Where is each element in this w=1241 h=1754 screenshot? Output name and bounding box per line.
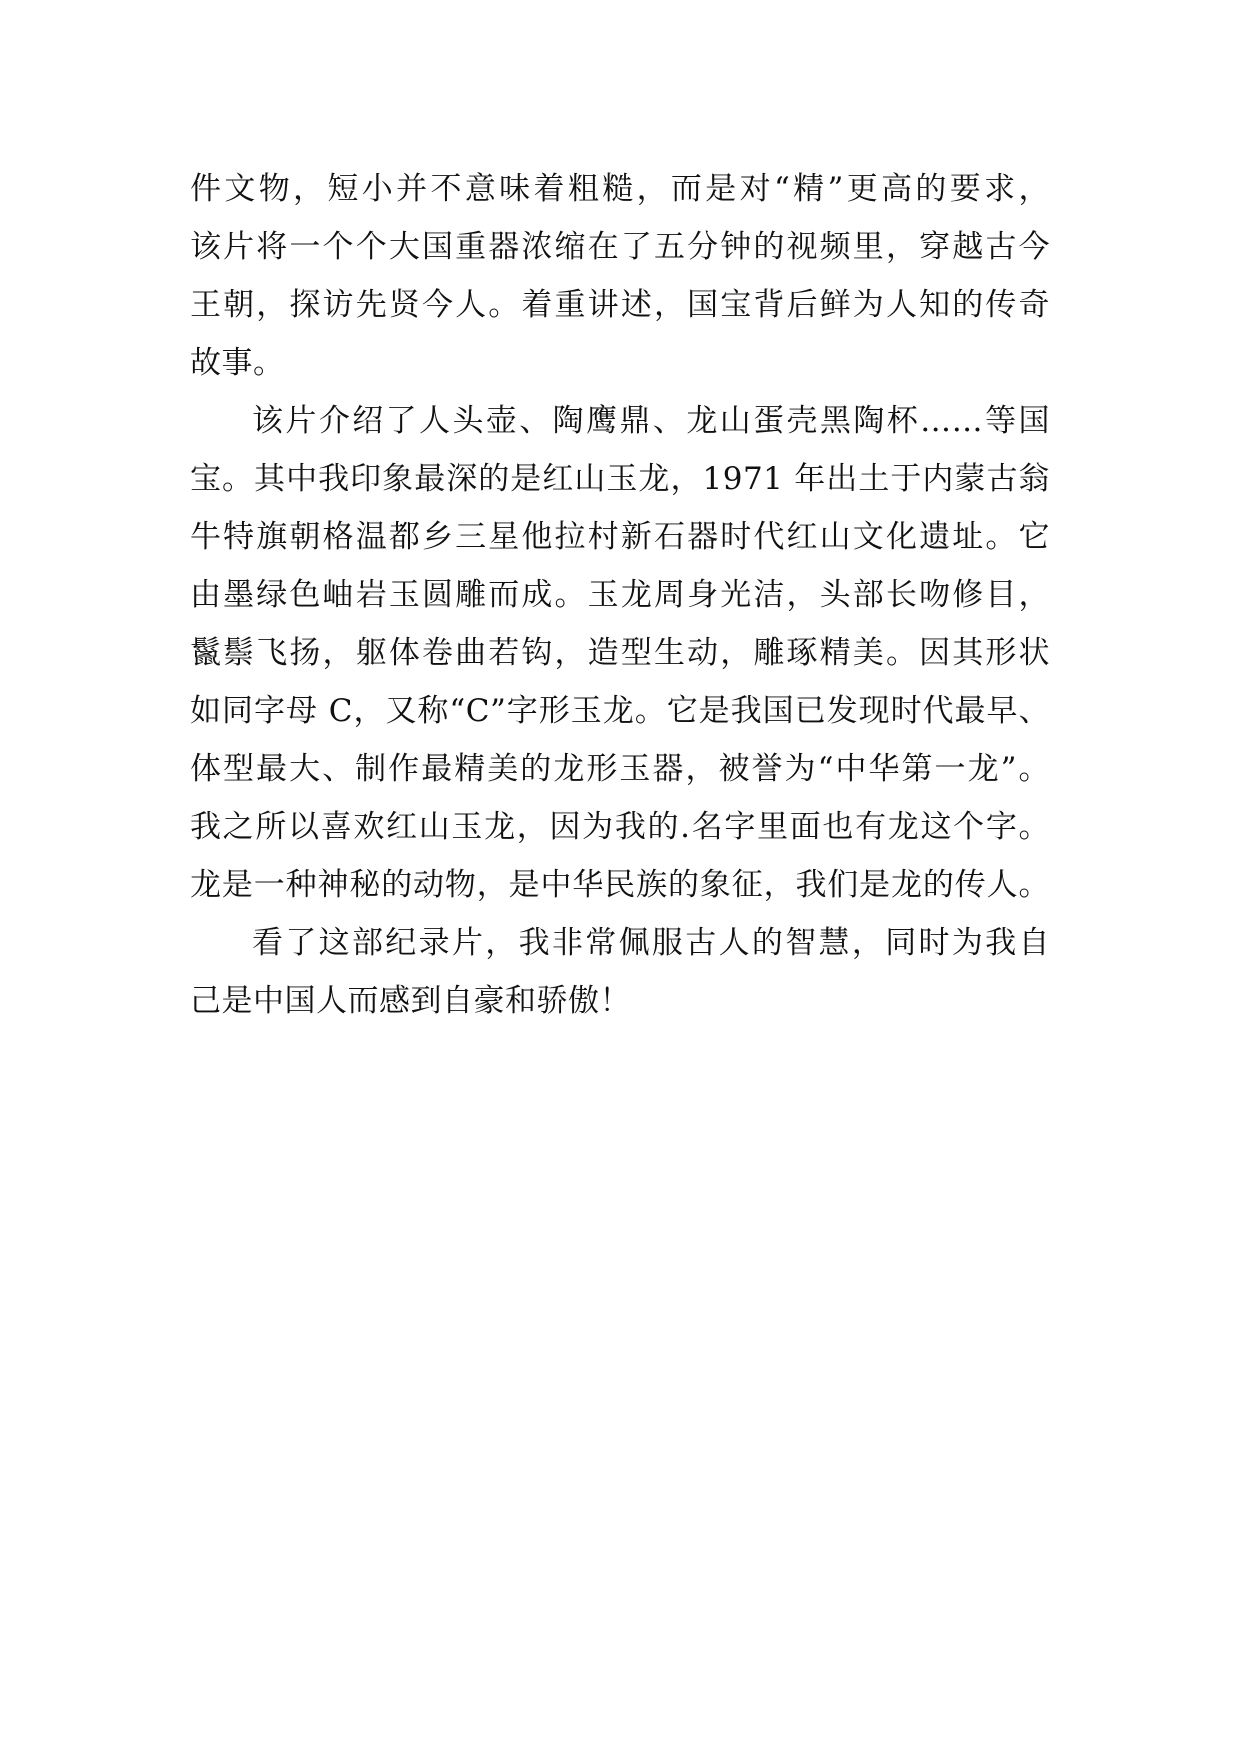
text-line: 己是中国人而感到自豪和骄傲！: [190, 983, 631, 1019]
text-line: 龙是一种神秘的动物，是中华民族的象征，我们是龙的传人。: [190, 867, 1050, 903]
text-line: 故事。: [190, 345, 285, 381]
text-line: 体型最大、制作最精美的龙形玉器，被誉为“中华第一龙”。: [190, 751, 1050, 787]
text-line: 件文物，短小并不意味着粗糙，而是对“精”更高的要求，: [190, 171, 1050, 207]
paragraph-first-line: 该片介绍了人头壶、陶鹰鼎、龙山蛋壳黑陶杯……等国: [252, 403, 1050, 439]
text-line: 宝。其中我印象最深的是红山玉龙，1971 年出土于内蒙古翁: [190, 461, 1050, 497]
text-line: 鬣鬃飞扬，躯体卷曲若钩，造型生动，雕琢精美。因其形状: [190, 635, 1050, 671]
text-line: 由墨绿色岫岩玉圆雕而成。玉龙周身光洁，头部长吻修目，: [190, 577, 1050, 613]
body-text: [190, 160, 1050, 1030]
paragraph-first-line: 看了这部纪录片，我非常佩服古人的智慧，同时为我自: [252, 925, 1050, 961]
text-line: 该片将一个个大国重器浓缩在了五分钟的视频里，穿越古今: [190, 229, 1050, 265]
text-line: 我之所以喜欢红山玉龙，因为我的.名字里面也有龙这个字。: [190, 809, 1050, 845]
text-line: 牛特旗朝格温都乡三星他拉村新石器时代红山文化遗址。它: [190, 519, 1050, 555]
text-line: 如同字母 C，又称“C”字形玉龙。它是我国已发现时代最早、: [190, 693, 1050, 729]
text-line: 王朝，探访先贤今人。着重讲述，国宝背后鲜为人知的传奇: [190, 287, 1050, 323]
